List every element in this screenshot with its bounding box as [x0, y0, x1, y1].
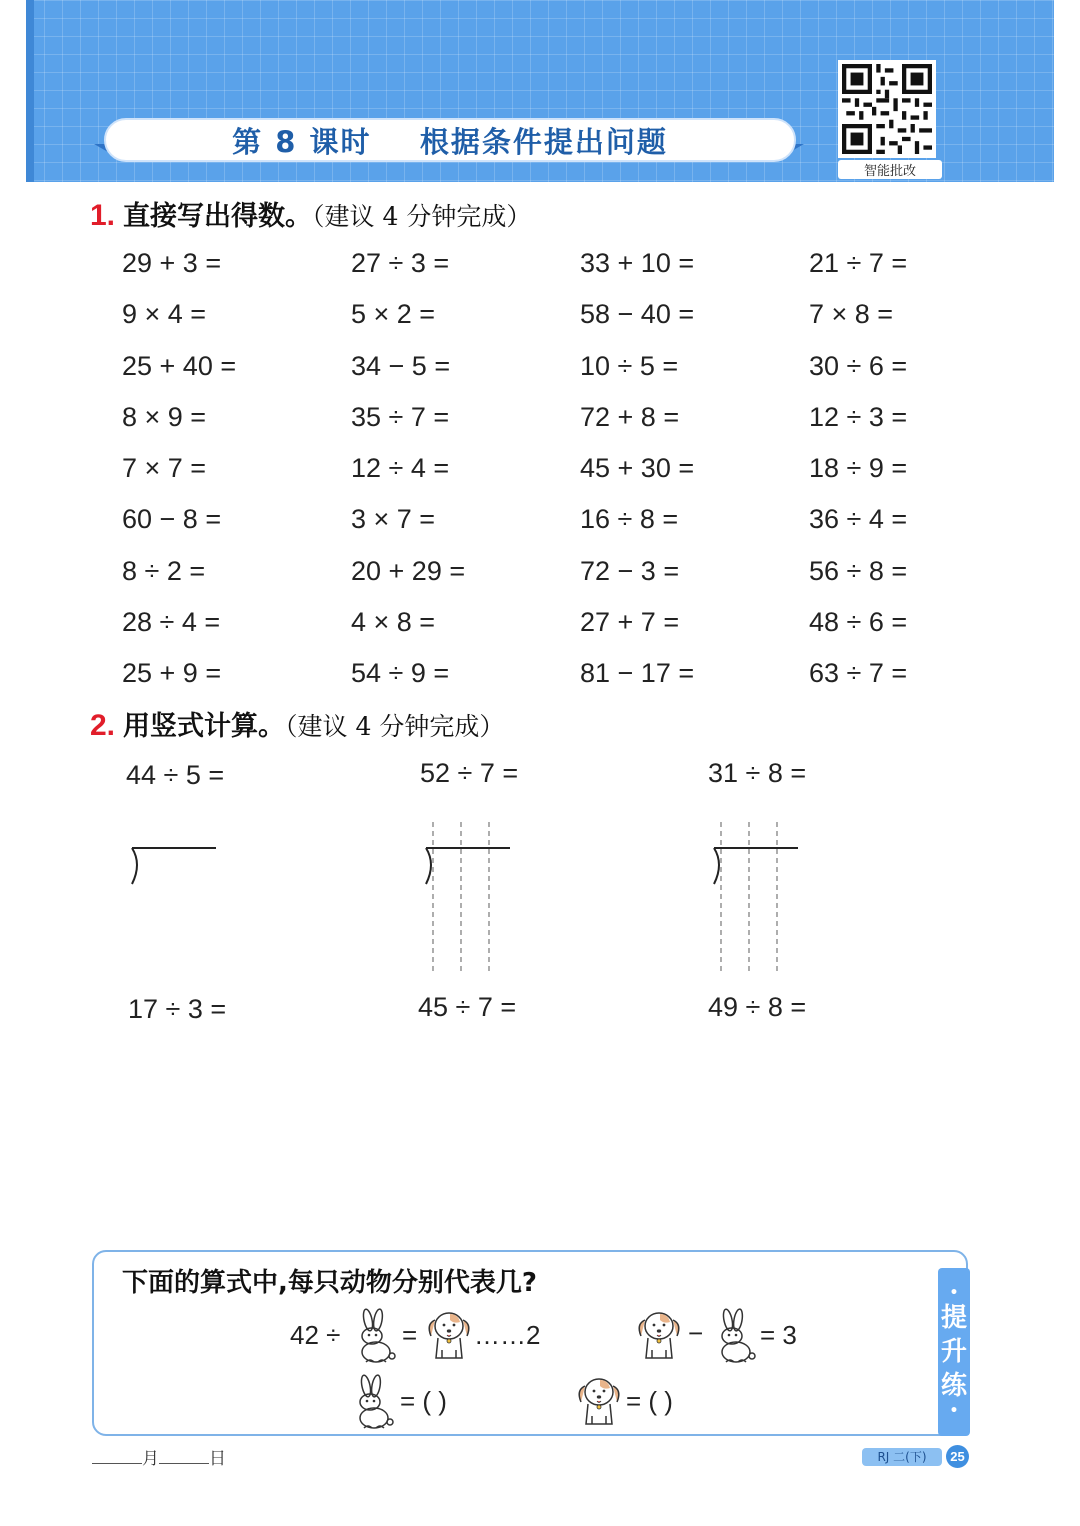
rabbit-icon: [346, 1374, 398, 1430]
oral-problem: 12 ÷ 4 =: [351, 453, 450, 484]
equation-2-minus: −: [688, 1318, 704, 1348]
day-blank[interactable]: [159, 1463, 209, 1464]
tab-char: 提: [940, 1303, 967, 1333]
oral-problem: 12 ÷ 3 =: [809, 401, 908, 432]
section-1-title: 直接写出得数。: [123, 201, 313, 232]
oral-problem: 8 ÷ 2 =: [122, 555, 206, 586]
vertical-problem: 17 ÷ 3 =: [128, 994, 227, 1024]
tab-dot: •: [949, 1285, 959, 1301]
oral-problem: 34 − 5 =: [351, 350, 451, 381]
header-edge: [26, 0, 34, 182]
rabbit-icon: [348, 1308, 400, 1364]
puppy-icon: [574, 1372, 624, 1430]
tab-char: 练: [940, 1371, 967, 1401]
oral-problem: 48 ÷ 6 =: [809, 607, 908, 638]
oral-problem: 5 × 2 =: [351, 299, 436, 330]
grade-tag: RJ 二(下): [862, 1448, 942, 1466]
qr-label: 智能批改: [838, 160, 942, 179]
division-bracket: [126, 842, 220, 890]
oral-problem: 3 × 7 =: [351, 504, 436, 535]
vertical-problem: 44 ÷ 5 =: [126, 760, 225, 790]
puppy-answer-blank[interactable]: = ( ): [626, 1386, 673, 1416]
oral-problem: 35 ÷ 7 =: [351, 401, 450, 432]
lesson-title-bar: [104, 118, 796, 162]
oral-problem: 36 ÷ 4 =: [809, 504, 908, 535]
oral-problem: 27 + 7 =: [580, 607, 680, 638]
section-2-heading: [90, 704, 504, 743]
oral-problem: 45 + 30 =: [580, 453, 695, 484]
vertical-problem: 45 ÷ 7 =: [418, 992, 517, 1022]
equation-1-remainder: ……2: [474, 1320, 541, 1350]
month-blank[interactable]: [92, 1463, 142, 1464]
rabbit-icon: [708, 1308, 760, 1364]
oral-problem: 81 − 17 =: [580, 658, 695, 689]
oral-problem: 7 × 7 =: [122, 453, 207, 484]
puppy-icon: [424, 1306, 474, 1364]
oral-problem: 29 + 3 =: [122, 248, 222, 278]
oral-problem: 9 × 4 =: [122, 299, 207, 330]
oral-problem: 63 ÷ 7 =: [809, 658, 908, 689]
equation-1-left: 42 ÷: [290, 1320, 341, 1350]
section-1-note: （建议 4 分钟完成）: [312, 202, 532, 231]
vertical-problem: 31 ÷ 8 =: [708, 758, 807, 788]
tab-dot: •: [949, 1403, 959, 1419]
puppy-icon: [634, 1306, 684, 1364]
section-2-note: （建议 4 分钟完成）: [285, 712, 505, 741]
oral-problem: 20 + 29 =: [351, 555, 466, 586]
challenge-tab: [938, 1268, 970, 1436]
tab-char: 升: [940, 1337, 967, 1367]
page-number: 25: [946, 1445, 969, 1468]
lesson-title: 第 8 课时 根据条件提出问题: [232, 124, 668, 159]
division-bracket-guided: [420, 818, 514, 974]
challenge-question: 下面的算式中,每只动物分别代表几?: [122, 1268, 537, 1298]
oral-problem: 72 + 8 =: [580, 401, 680, 432]
oral-problem: 4 × 8 =: [351, 607, 436, 638]
section-1-heading: [90, 194, 531, 233]
oral-problem: 33 + 10 =: [580, 248, 695, 278]
oral-problem: 25 + 9 =: [122, 658, 222, 689]
section-2-number: 2.: [90, 709, 116, 742]
division-bracket-guided: [708, 818, 802, 974]
oral-problem: 60 − 8 =: [122, 504, 222, 535]
oral-calc-grid: [122, 244, 962, 706]
equation-1-equals: =: [402, 1320, 418, 1350]
oral-problem: 28 ÷ 4 =: [122, 607, 221, 638]
date-field[interactable]: [92, 1444, 226, 1469]
day-label: 日: [209, 1449, 226, 1469]
qr-code[interactable]: [838, 60, 936, 158]
oral-problem: 10 ÷ 5 =: [580, 350, 679, 381]
section-1-number: 1.: [90, 199, 116, 232]
oral-problem: 18 ÷ 9 =: [809, 453, 908, 484]
equation-2-result: = 3: [760, 1320, 797, 1350]
oral-problem: 54 ÷ 9 =: [351, 658, 450, 689]
oral-problem: 8 × 9 =: [122, 401, 207, 432]
oral-problem: 72 − 3 =: [580, 555, 680, 586]
rabbit-answer-blank[interactable]: = ( ): [400, 1386, 447, 1416]
section-2-title: 用竖式计算。: [123, 711, 286, 742]
oral-problem: 16 ÷ 8 =: [580, 504, 679, 535]
vertical-problem: 49 ÷ 8 =: [708, 992, 807, 1022]
vertical-problem: 52 ÷ 7 =: [420, 758, 519, 788]
qr-code-icon: [842, 64, 932, 154]
oral-problem: 7 × 8 =: [809, 299, 894, 330]
oral-problem: 21 ÷ 7 =: [809, 248, 908, 278]
oral-problem: 30 ÷ 6 =: [809, 350, 908, 381]
oral-problem: 58 − 40 =: [580, 299, 695, 330]
month-label: 月: [142, 1449, 159, 1469]
oral-problem: 56 ÷ 8 =: [809, 555, 908, 586]
oral-problem: 25 + 40 =: [122, 350, 237, 381]
oral-problem: 27 ÷ 3 =: [351, 248, 450, 278]
